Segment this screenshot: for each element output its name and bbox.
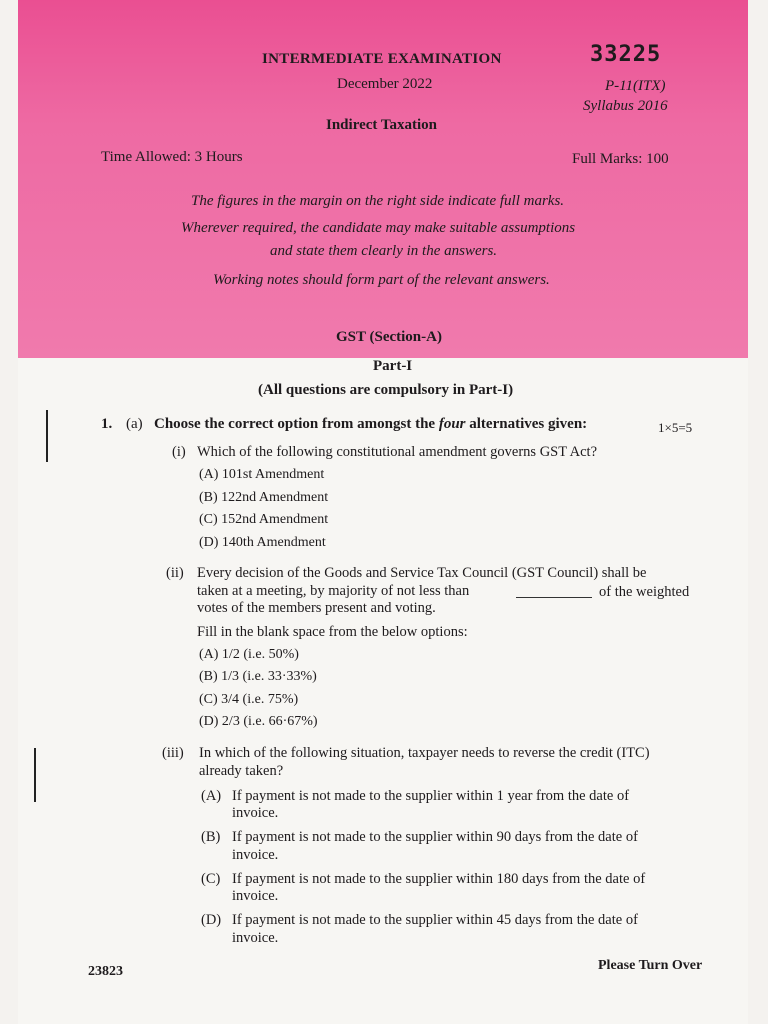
option-text: invoice. [232, 930, 279, 946]
option: (C) 152nd Amendment [199, 512, 329, 527]
option-label: (C) [201, 871, 221, 887]
option: (B) 1/3 (i.e. 33·33%) [199, 669, 317, 684]
option-text: If payment is not made to the supplier within 45 days from the date of [232, 912, 638, 928]
subquestion-text: already taken? [199, 763, 284, 779]
exam-title: INTERMEDIATE EXAMINATION [262, 51, 502, 67]
subquestion-text: Every decision of the Goods and Service Tax Council (GST Council) shall be [197, 565, 647, 581]
question-subpart: (a) [126, 416, 143, 432]
please-turn-over: Please Turn Over [598, 958, 703, 973]
option: (B) 122nd Amendment [199, 490, 329, 505]
option: (A) 1/2 (i.e. 50%) [199, 647, 299, 662]
exam-session: December 2022 [337, 76, 433, 92]
subquestion-text: taken at a meeting, by majority of not less than [197, 583, 470, 599]
time-allowed: Time Allowed: 3 Hours [101, 149, 243, 165]
subquestion-number: (ii) [166, 565, 184, 581]
subquestion-text: Fill in the blank space from the below options: [197, 624, 468, 640]
question-marks: 1×5=5 [658, 420, 693, 435]
instruction-line: and state them clearly in the answers. [270, 243, 498, 259]
subquestion-number: (i) [172, 444, 186, 460]
option-text: invoice. [232, 805, 279, 821]
option: (D) 140th Amendment [199, 535, 326, 550]
question-prompt [154, 416, 587, 433]
margin-mark [46, 410, 48, 462]
subject-title: Indirect Taxation [326, 117, 437, 133]
prompt-text: alternatives given: [465, 416, 588, 432]
paper-code: P-11(ITX) [605, 78, 666, 94]
full-marks: Full Marks: 100 [572, 151, 669, 167]
subquestion-number: (iii) [162, 745, 184, 761]
footer-code: 23823 [88, 964, 123, 979]
option-text: invoice. [232, 888, 279, 904]
option-label: (A) [201, 788, 222, 804]
option-text: If payment is not made to the supplier within 1 year from the date of [232, 788, 630, 804]
part-title: Part-I [373, 358, 413, 374]
instruction-line: Wherever required, the candidate may make suitable assumptions [181, 220, 576, 236]
fill-blank [516, 597, 592, 598]
prompt-text: Choose the correct option from amongst the [154, 416, 439, 432]
option-label: (B) [201, 829, 221, 845]
subquestion-text: of the weighted [599, 584, 690, 600]
part-note: (All questions are compulsory in Part-I) [258, 382, 514, 398]
instruction-line: Working notes should form part of the relevant answers. [213, 272, 550, 288]
option-text: If payment is not made to the supplier within 180 days from the date of [232, 871, 646, 887]
instruction-line: The figures in the margin on the right side indicate full marks. [191, 193, 565, 209]
option: (A) 101st Amendment [199, 467, 325, 482]
section-title: GST (Section-A) [336, 329, 442, 345]
subquestion-text: In which of the following situation, taxpayer needs to reverse the credit (ITC) [199, 745, 650, 761]
option-text: If payment is not made to the supplier within 90 days from the date of [232, 829, 638, 845]
option-label: (D) [201, 912, 222, 928]
subquestion-text: Which of the following constitutional amendment governs GST Act? [197, 444, 598, 460]
prompt-italic: four [438, 416, 466, 432]
subquestion-text: votes of the members present and voting. [197, 600, 436, 616]
option-text: invoice. [232, 847, 279, 863]
question-number: 1. [101, 416, 113, 432]
option: (C) 3/4 (i.e. 75%) [199, 692, 299, 707]
serial-number: 33225 [590, 42, 662, 67]
margin-mark [34, 748, 36, 802]
option: (D) 2/3 (i.e. 66·67%) [199, 714, 318, 729]
syllabus-label: Syllabus 2016 [583, 98, 668, 114]
